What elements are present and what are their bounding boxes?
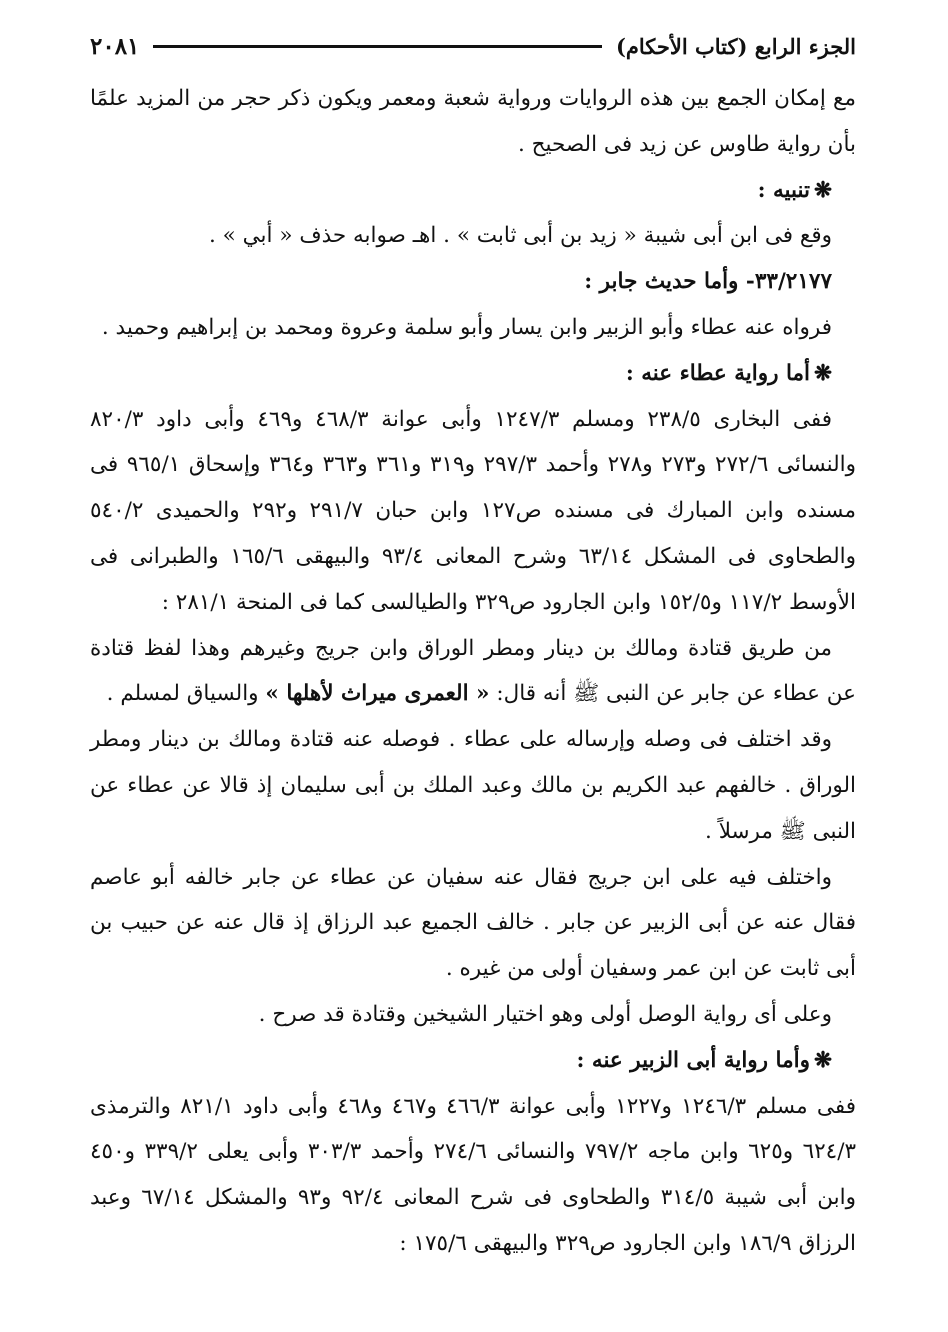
- heading-text: أما رواية عطاء عنه :: [625, 360, 810, 386]
- paragraph-8: وعلى أى رواية الوصل أولى وهو اختيار الشيخين وقتادة قد صرح .: [258, 1001, 832, 1027]
- paragraph-1: مع إمكان الجمع بين هذه الروايات ورواية شعبة ومعمر ويكون ذكر حجر من المزيد علمًا بأن رواية طاوس عن زيد فى الصحيح .: [90, 86, 856, 157]
- heading-ata-riwaya: [90, 351, 856, 397]
- paragraph-3: فرواه عنه عطاء وأبو الزبير وابن يسار وأبو سلمة وعروة ومحمد بن إبراهيم وحميد .: [101, 314, 832, 340]
- header-rule: [153, 45, 602, 48]
- paragraph-9: ففى مسلم ١٢٤٦/٣ و١٢٢٧ وأبى عوانة ٤٦٦/٣ و٤٦٧ و٤٦٨ وأبى داود ٨٢١/١ والترمذى ٦٢٤/٣ و٦٢٥ وابن ماجه ٧٩٧/٢ والنسائى ٢٧٤/٦ وأحمد ٣٠٣/٣ وأبى يعلى ٣٣٩/٢ و٤٥٠ وابن أبى شيبة ٣١٤/٥ والطحاوى فى شرح المعانى ٩٢/٤ و٩٣ والمشكل ٦٧/١٤ وعبد الرزاق ١٨٦/٩ وابن الجارود ص٣٢٩ والبيهقى ١٧٥/٦ :: [90, 1093, 857, 1256]
- paragraph-6: وقد اختلف فى وصله وإرساله على عطاء . فوصله عنه قتادة ومالك بن دينار ومطر الوراق . خالفهم عبد الكريم بن مالك وعبد الملك بن أبى سليمان إذ قالا عن عطاء عن النبى ﷺ مرسلاً .: [90, 727, 856, 844]
- hadith-text: « العمرى ميراث لأهلها »: [265, 681, 490, 707]
- heading-abu-zubair-riwaya: [90, 1038, 856, 1084]
- paragraph-4: ففى البخارى ٢٣٨/٥ ومسلم ١٢٤٧/٣ وأبى عوانة ٤٦٨/٣ و٤٦٩ وأبى داود ٨٢٠/٣ والنسائى ٢٧٢/٦ و٢٧٣ و٢٧٨ وأحمد ٢٩٧/٣ و٣١٩ و٣٦١ و٣٦٣ و٣٦٤ وإسحاق ٩٦٥/١ فى مسنده وابن المبارك فى مسنده ص١٢٧ وابن حبان ٢٩١/٧ و٢٩٢ والحميدى ٥٤٠/٢ والطحاوى فى المشكل ٦٣/١٤ وشرح المعانى ٩٣/٤ والبيهقى ١٦٥/٦ والطبرانى فى الأوسط ١١٧/٢ و١٥٢/٥ وابن الجارود ص٣٢٩ والطيالسى كما فى المنحة ٢٨١/١ :: [90, 406, 857, 615]
- heading-hadith-jabir: ٣٣/٢١٧٧- وأما حديث جابر :: [584, 269, 832, 295]
- document-body: [90, 76, 856, 1267]
- heading-tanbih: [90, 168, 856, 214]
- paragraph-7: واختلف فيه على ابن جريج فقال عنه سفيان عن عطاء عن جابر خالفه أبو عاصم فقال عنه عن أبى الزبير عن جابر . خالف الجميع عبد الرزاق إذ قال عنه عن حبيب بن أبى ثابت عن ابن عمر وسفيان أولى من غيره .: [90, 864, 856, 982]
- star-icon: ❋: [813, 1047, 832, 1073]
- star-icon: ❋: [813, 360, 832, 386]
- heading-text: تنبيه :: [757, 177, 810, 203]
- paragraph-5-part-2: والسياق لمسلم .: [106, 681, 259, 707]
- running-title: الجزء الرابع (كتاب الأحكام): [615, 33, 856, 59]
- paragraph-5-part-1: من طريق قتادة ومالك بن دينار ومطر الوراق وابن جريج وغيرهم وهذا لفظ قتادة عن عطاء عن جابر عن النبى ﷺ أنه قال:: [90, 635, 856, 707]
- paragraph-2: وقع فى ابن أبى شيبة « زيد بن أبى ثابت » . اهـ صوابه حذف « أبي » .: [208, 223, 832, 249]
- paragraph-5: [90, 626, 856, 718]
- page-number: ٢٠٨١: [90, 32, 140, 60]
- star-icon: ❋: [813, 177, 832, 203]
- heading-text: وأما رواية أبى الزبير عنه :: [576, 1047, 810, 1073]
- page-header: [90, 28, 856, 64]
